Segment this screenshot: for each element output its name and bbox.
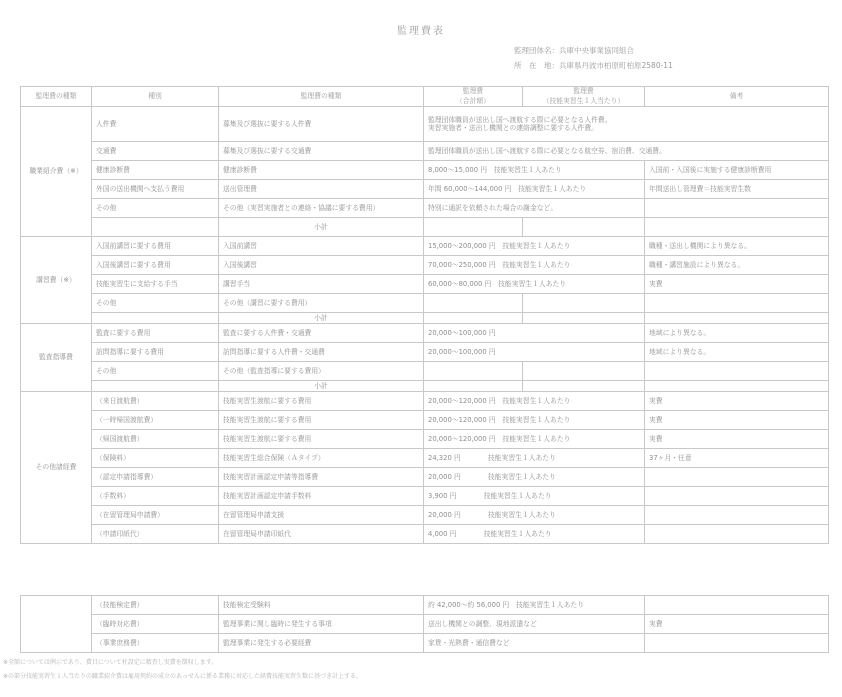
name-cell: 技能実習計画認定申請等指導費 (219, 468, 424, 487)
amount-cell: 監理団体職員が送出し国へ渡航する際に必要となる人件費。 実習実施者・送出し機関との連絡調整に要する人件費。 (424, 107, 829, 142)
category-cell: 監査指導費 (21, 324, 92, 392)
amount-cell: 監理団体職員が送出し国へ渡航する際に必要となる航空券、宿泊費、交通費。 (424, 142, 829, 161)
type-cell: 人件費 (92, 107, 219, 142)
table-row (21, 411, 829, 430)
amount-cell: 20,000 円 技能実習生１人あたり (424, 506, 645, 525)
name-cell: 講習手当 (219, 275, 424, 294)
name-cell: 技能実習生総合保険（Ａタイプ） (219, 449, 424, 468)
table-row (21, 615, 829, 634)
type-cell: 技能実習生に支給する手当 (92, 275, 219, 294)
name-cell: 技能検定受験料 (219, 596, 424, 615)
name-cell: 訪問指導に要する人件費・交通費 (219, 343, 424, 362)
note-cell (645, 199, 829, 218)
header-per-trainee: 監理費 （技能実習生１人当たり） (523, 87, 645, 107)
amount-cell: 20,000～100,000 円 (424, 343, 645, 362)
note-cell: 地域により異なる。 (645, 343, 829, 362)
amount-cell: 15,000～200,000 円 技能実習生１人あたり (424, 237, 645, 256)
name-cell: その他（実習実施者との連絡・協議に要する費用） (219, 199, 424, 218)
type-cell: その他 (92, 294, 219, 313)
category-cell: 講習費（※） (21, 237, 92, 324)
name-cell: 技能実習生渡航に要する費用 (219, 430, 424, 449)
subtotal-label: 小計 (219, 381, 424, 392)
note-cell: 実費 (645, 411, 829, 430)
amount-cell: 4,000 円 技能実習生１人あたり (424, 525, 645, 544)
amount-cell: 年間 60,000～144,000 円 技能実習生１人あたり (424, 180, 645, 199)
subtotal-row (21, 218, 829, 237)
table-row (21, 161, 829, 180)
footnote: ※の部分技能実習生１人当たりの職業紹介費は雇用契約の成立のあっせんに係る業務に対応した経費技能実習生数に基づき計上する。 (3, 673, 362, 680)
name-cell: 募集及び選抜に要する人件費 (219, 107, 424, 142)
category-cell: 職業紹介費（※） (21, 107, 92, 237)
note-cell: 年間送出し管理費＝技能実習生数 (645, 180, 829, 199)
type-cell: 監査に要する費用 (92, 324, 219, 343)
header-type: 種別 (92, 87, 219, 107)
amount-cell: 20,000～120,000 円 技能実習生１人あたり (424, 430, 645, 449)
amount-cell: 家賃・光熱費・通信費など (424, 634, 645, 653)
table-row (21, 468, 829, 487)
type-cell: 入国後講習に要する費用 (92, 256, 219, 275)
name-cell: その他（監査指導に要する費用） (219, 362, 424, 381)
table-row (21, 294, 829, 313)
organization-address: 所 在 地：兵庫県丹波市柏原町柏原2580-11 (514, 61, 673, 70)
name-cell: 監理事業に発生する必要経費 (219, 634, 424, 653)
type-cell: （手数料） (92, 487, 219, 506)
table-row (21, 199, 829, 218)
subtotal-row (21, 381, 829, 392)
name-cell: 入国後講習 (219, 256, 424, 275)
amount-cell: 20,000～120,000 円 技能実習生１人あたり (424, 411, 645, 430)
type-cell: 健康診断費 (92, 161, 219, 180)
type-cell: （技能検定費） (92, 596, 219, 615)
subtotal-label: 小計 (219, 313, 424, 324)
table-row (21, 392, 829, 411)
type-cell: （在留管理局申請費） (92, 506, 219, 525)
subtotal-label: 小計 (219, 218, 424, 237)
note-cell: 入国前・入国後に実施する健康診断費用 (645, 161, 829, 180)
table-row (21, 430, 829, 449)
name-cell: 在留管理局申請支援 (219, 506, 424, 525)
type-cell: （来日渡航費） (92, 392, 219, 411)
name-cell: 監理事業に関し臨時に発生する事項 (219, 615, 424, 634)
table-row (21, 525, 829, 544)
name-cell: 技能実習生渡航に要する費用 (219, 411, 424, 430)
table-row (21, 634, 829, 653)
header-kind: 監理費の種類 (21, 87, 92, 107)
note-cell: 地域により異なる。 (645, 324, 829, 343)
note-cell: 職種・講習施設により異なる。 (645, 256, 829, 275)
type-cell: （申請印紙代） (92, 525, 219, 544)
note-cell: 実費 (645, 275, 829, 294)
name-cell: 技能実習計画認定申請手数料 (219, 487, 424, 506)
supervision-fee-table (20, 86, 829, 544)
note-cell: 実費 (645, 615, 829, 634)
type-cell: （帰国渡航費） (92, 430, 219, 449)
type-cell: その他 (92, 199, 219, 218)
table-row (21, 487, 829, 506)
name-cell: 技能実習生渡航に要する費用 (219, 392, 424, 411)
name-cell: その他（講習に要する費用） (219, 294, 424, 313)
table-row (21, 449, 829, 468)
header-total: 監理費 （合計額） (424, 87, 523, 107)
category-cell: その他諸経費 (21, 392, 92, 544)
name-cell: 監査に要する人件費・交通費 (219, 324, 424, 343)
amount-cell: 約 42,000～約 56,000 円 技能実習生１人あたり (424, 596, 645, 615)
amount-cell: 3,900 円 技能実習生１人あたり (424, 487, 645, 506)
type-cell: 外国の送出機関へ支払う費用 (92, 180, 219, 199)
note-cell: 37ヶ月・任意 (645, 449, 829, 468)
type-cell: （保険料） (92, 449, 219, 468)
amount-cell: 20,000 円 技能実習生１人あたり (424, 468, 645, 487)
type-cell: 訪問指導に要する費用 (92, 343, 219, 362)
type-cell: 入国前講習に要する費用 (92, 237, 219, 256)
table-row (21, 343, 829, 362)
table-row (21, 180, 829, 199)
type-cell: （事業庶務費） (92, 634, 219, 653)
table-row (21, 107, 829, 142)
table-row (21, 596, 829, 615)
type-cell: （認定申請指導費） (92, 468, 219, 487)
amount-cell: 24,320 円 技能実習生１人あたり (424, 449, 645, 468)
amount-cell: 特別に通訳を依頼された場合の謝金など。 (424, 199, 645, 218)
footnote: ※全額については例示であり、費目について柱設定に精査し実費を徴収します。 (3, 659, 218, 666)
table-row (21, 275, 829, 294)
name-cell: 送出管理費 (219, 180, 424, 199)
category-cell (21, 596, 92, 653)
header-name: 監理費の種類 (219, 87, 424, 107)
table-row (21, 362, 829, 381)
type-cell: その他 (92, 362, 219, 381)
table-row (21, 237, 829, 256)
note-cell: 実費 (645, 392, 829, 411)
table-row (21, 142, 829, 161)
name-cell: 在留管理局申請印紙代 (219, 525, 424, 544)
amount-cell: 20,000～100,000 円 (424, 324, 645, 343)
subtotal-row (21, 313, 829, 324)
amount-cell: 20,000～120,000 円 技能実習生１人あたり (424, 392, 645, 411)
header-note: 備考 (645, 87, 829, 107)
additional-fee-table (20, 595, 829, 653)
page-title: 監理費表 (397, 26, 445, 37)
type-cell: （一時帰国渡航費） (92, 411, 219, 430)
name-cell: 入国前講習 (219, 237, 424, 256)
amount-cell: 送出し機関との調整、現地派遣など (424, 615, 645, 634)
amount-cell: 70,000～250,000 円 技能実習生１人あたり (424, 256, 645, 275)
note-cell: 職種・送出し機関により異なる。 (645, 237, 829, 256)
note-cell: 実費 (645, 430, 829, 449)
name-cell: 募集及び選抜に要する交通費 (219, 142, 424, 161)
table-row (21, 506, 829, 525)
type-cell: 交通費 (92, 142, 219, 161)
subtotal-empty (92, 218, 219, 237)
table-row (21, 324, 829, 343)
amount-cell: 8,000～15,000 円 技能実習生１人あたり (424, 161, 645, 180)
name-cell: 健康診断費 (219, 161, 424, 180)
amount-cell: 60,000～80,000 円 技能実習生１人あたり (424, 275, 645, 294)
table-row (21, 256, 829, 275)
organization-name: 監理団体名：兵庫中央事業協同組合 (514, 46, 634, 55)
type-cell: （臨時対応費） (92, 615, 219, 634)
